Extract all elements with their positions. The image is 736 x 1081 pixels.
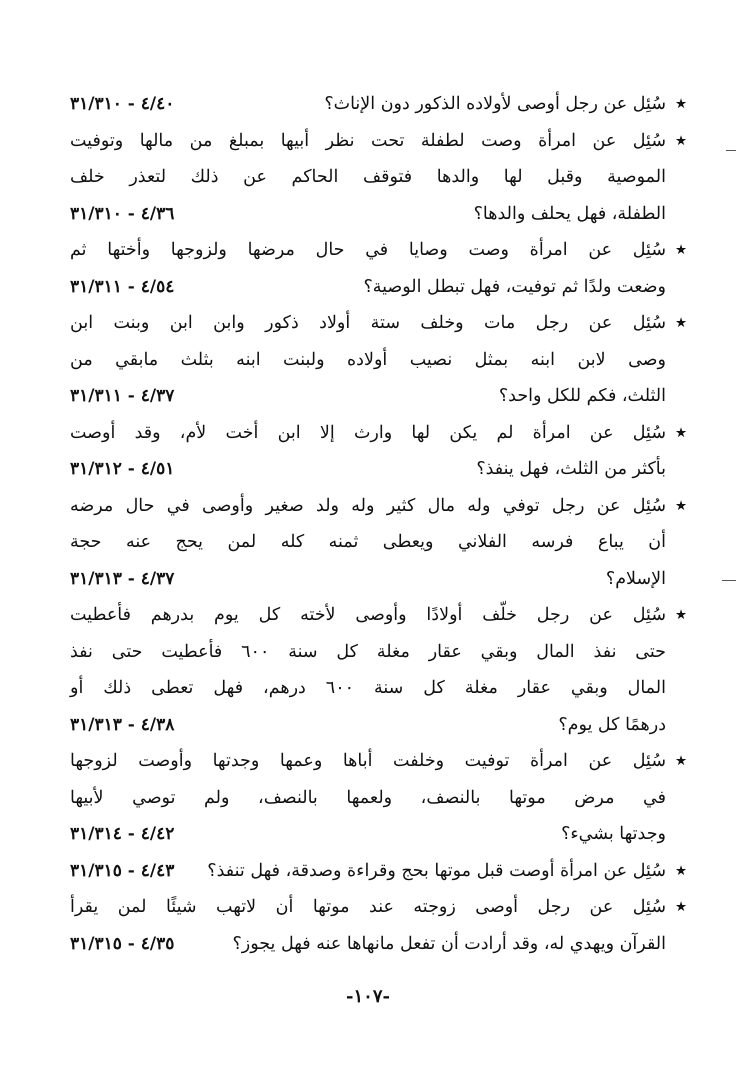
volume-page-reference: ٤/٤٢ - ٣١/٣١٤: [70, 824, 175, 844]
volume-page-reference: ٤/٣٧ - ٣١/٣١٣: [70, 568, 175, 589]
entry-line: [70, 196, 690, 233]
fatwa-entry: [70, 86, 690, 123]
entry-line: [70, 853, 690, 890]
fatwa-entry: [70, 597, 690, 743]
entry-line: [70, 670, 690, 707]
bullet-marker: ٭: [676, 93, 686, 114]
fatwa-entry: [70, 488, 690, 598]
entry-line: [70, 415, 690, 452]
question-text: سُئِل عن رجل أوصى زوجته عند موتها أن لاتهب شيئًا لمن يقرأ: [70, 897, 666, 917]
entry-line: [70, 342, 690, 379]
question-text: الموصية وقبل لها والدها فتوقف الحاكم عن ذلك لتعذر خلف: [70, 167, 666, 187]
volume-page-reference: ٤/٤٠ - ٣١/٣١٠: [70, 94, 175, 114]
entry-line: [70, 123, 690, 160]
volume-page-reference: ٤/٥١ - ٣١/٣١٢: [70, 459, 175, 479]
bullet-marker: ٭: [676, 129, 686, 151]
question-text: القرآن ويهدي له، وقد أرادت أن تفعل مانهاها عنه فهل يجوز؟: [232, 933, 666, 954]
bullet-marker: ٭: [676, 239, 686, 260]
entry-line: [70, 269, 690, 306]
bullet-marker: ٭: [676, 750, 686, 771]
question-text: في مرض موتها بالنصف، ولعمها بالنصف، ولم توصي لأبيها: [70, 787, 666, 808]
entry-line: [70, 707, 690, 744]
question-text: الإسلام؟: [605, 568, 666, 589]
bullet-marker: ٭: [676, 421, 686, 443]
question-text: سُئِل عن امرأة توفيت وخلفت أباها وعمها وجدتها وأوصت لزوجها: [70, 751, 666, 771]
volume-page-reference: ٤/٤٣ - ٣١/٣١٥: [70, 860, 175, 881]
entry-line: [70, 780, 690, 817]
volume-page-reference: ٤/٣٨ - ٣١/٣١٣: [70, 714, 175, 735]
entry-line: [70, 451, 690, 488]
question-text: سُئِل عن رجل مات وخلف ستة أولاد ذكور وابن ابن وبنت ابن: [70, 313, 666, 333]
fatwa-entry: [70, 889, 690, 962]
fatwa-entry: [70, 743, 690, 853]
question-text: سُئِل عن رجل توفي وله مال كثير وله ولد صغير وأوصى في حال مرضه: [70, 495, 666, 516]
question-text: سُئِل عن رجل أوصى لأولاده الذكور دون الإناث؟: [324, 94, 666, 114]
entry-line: [70, 816, 690, 853]
fatwa-entry: [70, 853, 690, 890]
page-number: -١٠٧-: [346, 986, 390, 1007]
volume-page-reference: ٤/٣٧ - ٣١/٣١١: [70, 386, 175, 406]
question-text: وضعت ولدًا ثم توفيت، فهل تبطل الوصية؟: [363, 276, 666, 297]
bullet-marker: ٭: [676, 312, 686, 333]
entry-line: [70, 159, 690, 196]
entry-line: [70, 743, 690, 780]
fatwa-index-list: [70, 86, 690, 962]
question-text: سُئِل عن امرأة وصت وصايا في حال مرضها ولزوجها وأختها ثم: [70, 240, 666, 260]
entry-line: [70, 86, 690, 123]
fatwa-entry: [70, 232, 690, 305]
question-text: الطفلة، فهل يحلف والدها؟: [473, 203, 666, 224]
entry-line: [70, 889, 690, 926]
bullet-marker: ٭: [676, 604, 686, 625]
scan-edge-mark: [726, 150, 736, 151]
question-text: بأكثر من الثلث، فهل ينفذ؟: [476, 459, 666, 479]
entry-line: [70, 305, 690, 342]
scan-edge-mark: [722, 580, 736, 581]
entry-line: [70, 561, 690, 598]
question-text: درهمًا كل يوم؟: [558, 714, 666, 735]
bullet-marker: ٭: [676, 859, 686, 881]
question-text: الثلث، فكم للكل واحد؟: [498, 386, 666, 406]
entry-line: [70, 634, 690, 671]
fatwa-entry: [70, 415, 690, 488]
question-text: أن يباع فرسه الفلاني ويعطى ثمنه كله لمن يحج عنه حجة: [70, 532, 666, 552]
entry-line: [70, 524, 690, 561]
question-text: سُئِل عن امرأة أوصت قبل موتها بحج وقراءة وصدقة، فهل تنفذ؟: [207, 860, 666, 881]
question-text: سُئِل عن امرأة وصت لطفلة تحت نظر أبيها بمبلغ من مالها وتوفيت: [70, 130, 666, 151]
fatwa-entry: [70, 305, 690, 415]
entry-line: [70, 597, 690, 634]
question-text: المال وبقي عقار مغلة كل سنة ٦٠٠ درهم، فهل تعطى ذلك أو: [70, 678, 666, 698]
entry-line: [70, 232, 690, 269]
question-text: حتى نفذ المال وبقي عقار مغلة كل سنة ٦٠٠ فأعطيت حتى نفذ: [70, 641, 666, 662]
entry-line: [70, 378, 690, 415]
bullet-marker: ٭: [676, 494, 686, 516]
question-text: سُئِل عن امرأة لم يكن لها وارث إلا ابن أخت لأم، وقد أوصت: [70, 422, 666, 443]
volume-page-reference: ٤/٣٦ - ٣١/٣١٠: [70, 203, 175, 224]
question-text: وصى لابن ابنه بمثل نصيب أولاده ولبنت ابنه بثلث مابقي من: [70, 349, 666, 370]
volume-page-reference: ٤/٣٥ - ٣١/٣١٥: [70, 933, 175, 954]
fatwa-entry: [70, 123, 690, 233]
bullet-marker: ٭: [676, 896, 686, 917]
question-text: وجدتها بشيء؟: [561, 824, 666, 844]
volume-page-reference: ٤/٥٤ - ٣١/٣١١: [70, 276, 175, 297]
question-text: سُئِل عن رجل خلّف أولادًا وأوصى لأخته كل يوم بدرهم فأعطيت: [70, 605, 666, 625]
entry-line: [70, 926, 690, 963]
entry-line: [70, 488, 690, 525]
